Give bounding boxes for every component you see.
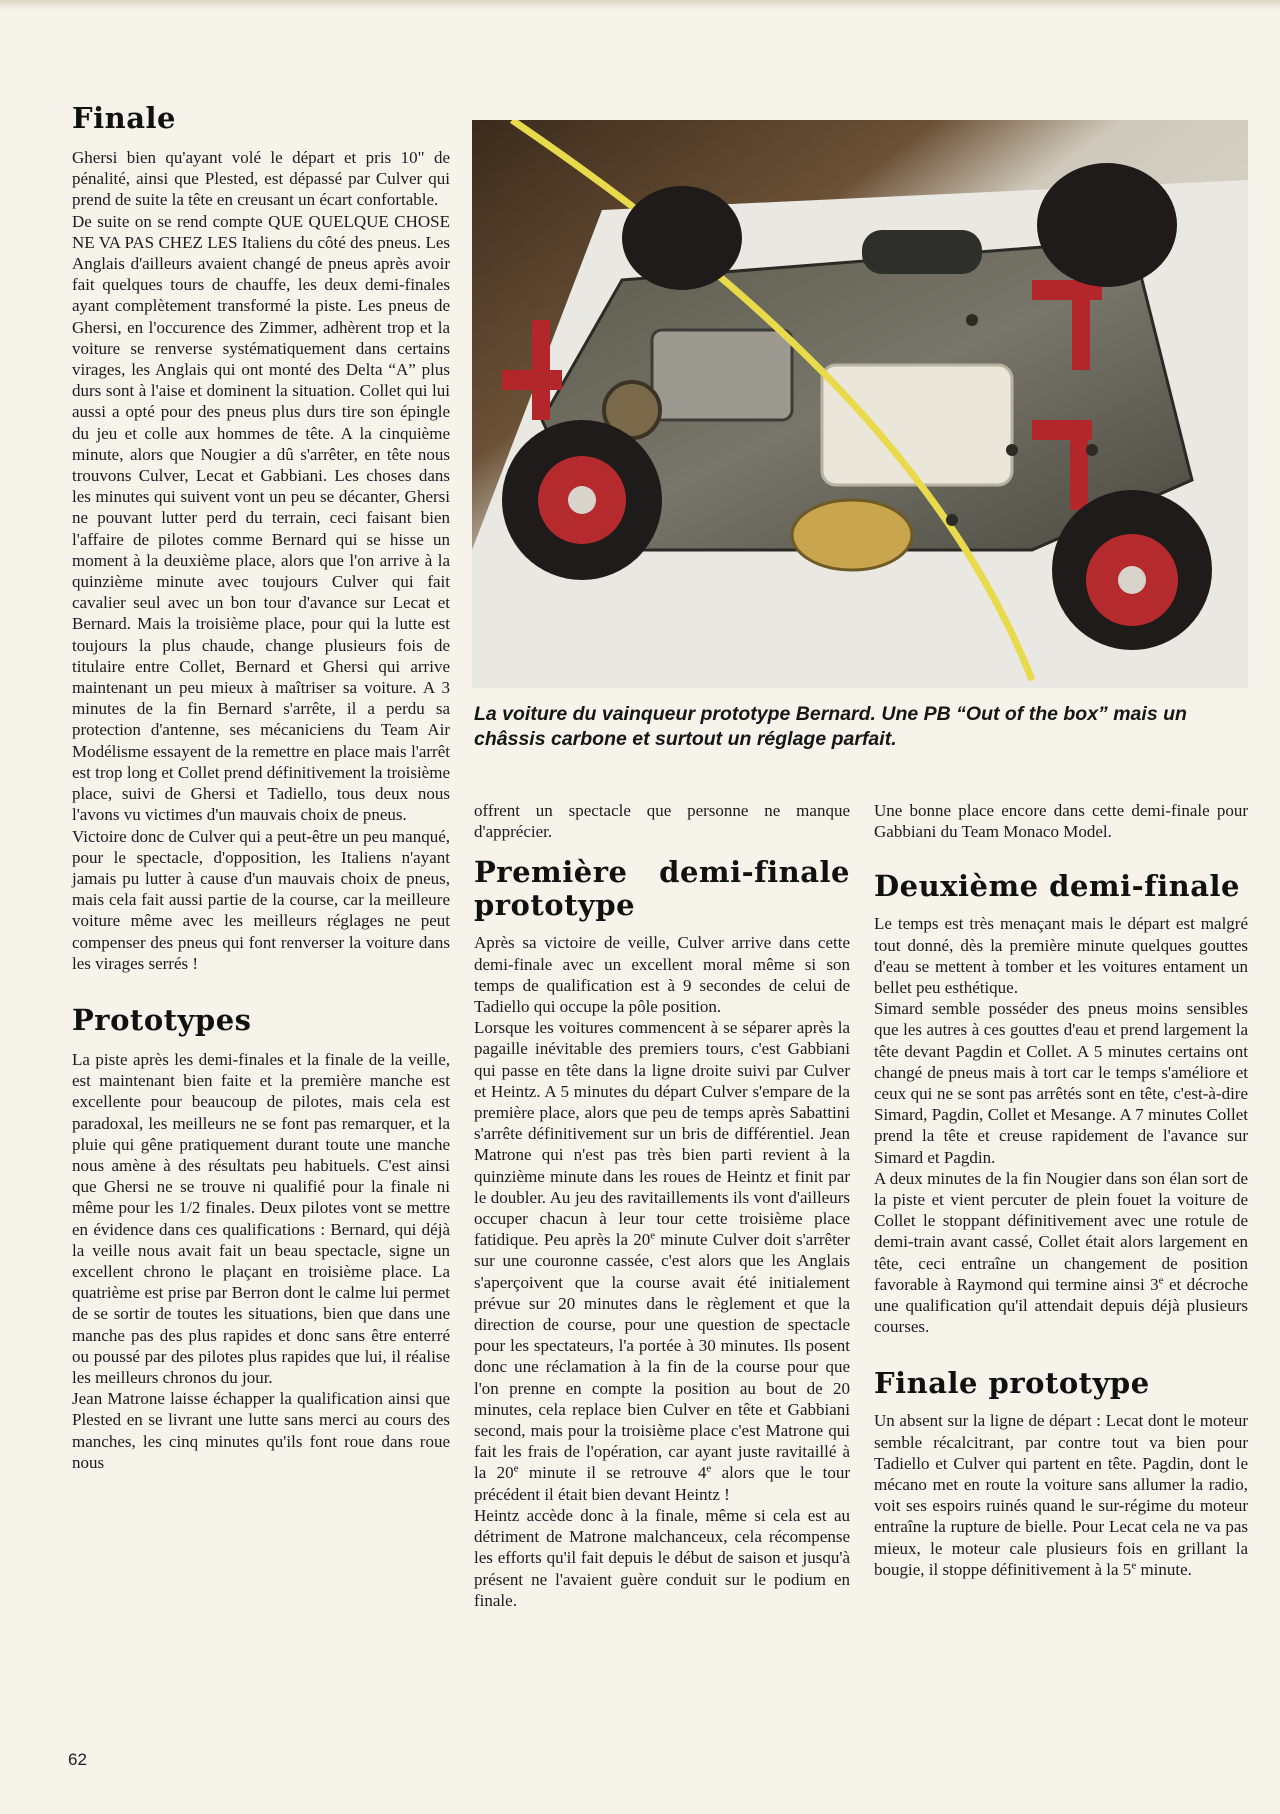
- finale-prototype-paragraph-1: Un absent sur la ligne de départ : Lecat dont le moteur semble récalcitrant, par contre tout va bien pour Tadiello et Culver qui partent en tête. Pagdin, dont le mécano met en route la voiture sans allumer la radio, voit ses espoirs ruinés quand le sur-régime du moteur entraîne la rupture de bielle. Pour Lecat cela ne va pas mieux, le moteur cale plusieurs fois en grillant la bougie, il stoppe définitivement à la 5e minute.: [874, 1411, 1248, 1579]
- page-top-edge: [0, 0, 1280, 10]
- premiere-paragraph-4: Une bonne place encore dans cette demi-finale pour Gabbiani du Team Monaco Model.: [874, 801, 1248, 842]
- premiere-paragraph-1: Après sa victoire de veille, Culver arrive dans cette demi-finale avec un excellent moral même si son temps de qualification est à 9 secondes de celui de Tadiello qui occupe la pôle position.: [474, 933, 850, 1017]
- heading-prototypes: Prototypes: [72, 1002, 252, 1037]
- prototypes-paragraph-2-continued: offrent un spectacle que personne ne manque d'apprécier.: [474, 801, 850, 842]
- page-number: 62: [68, 1750, 87, 1769]
- heading-finale-prototype: Finale prototype: [874, 1366, 1150, 1401]
- premiere-paragraph-2: Lorsque les voitures commencent à se séparer après la pagaille inévitable des premiers tours, c'est Gabbiani qui passe en tête dans la ligne droite suivi par Culver et Heintz. A 5 minutes du départ Culver s'empare de la première place, alors que peu de temps après Sabattini s'arrête définitivement sur un bris de différentiel. Jean Matrone qui n'est pas très bien parti revient à la quinzième minute dans les roues de Heintz et finit par le doubler. Au jeu des ravitaillements ils vont d'ailleurs occuper chacun à leur tour cette troisième place fatidique. Peu après la 20e minute Culver doit s'arrêter sur une couronne cassée, c'est alors que les Anglais s'aperçoivent que la course avait été initialement prévue sur 20 minutes dans le règlement et que la direction de course, pour une question de spectacle pour les spectateurs, l'a portée à 30 minutes. Ils posent donc une réclamation à la fin de la course pour que l'on prenne en compte la position au bout de 20 minutes, cela replace bien Culver en tête et Gabbiani second, mais pour la troisième place c'est Matrone qui fait les frais de l'opération, car ayant juste ravitaillé à la 20e minute il se retrouve 4e alors que le tour précédent il était bien devant Heintz !: [474, 1018, 850, 1504]
- prototypes-paragraph-1: La piste après les demi-finales et la finale de la veille, est maintenant bien faite et la première manche est excellente pour beaucoup de pilotes, mais cela est paradoxal, les meilleurs ne se font pas remarquer, et la pluie qui gêne pratiquement durant toute une manche nous amène à des résultats peu habituels. C'est ainsi que Ghersi ne se trouve ni qualifié pour la finale ni même pour les 1/2 finales. Deux pilotes vont se mettre en évidence dans ces qualifications : Bernard, qui déjà la veille nous avait fait un beau spectacle, signe un excellent chrono le plaçant en troisième place. La quatrième est prise par Berron dont le calme lui permet de se sortir de toutes les situations, bien que dans une manche pas des plus rapides et donc sans être enterré ou poussé par des pilotes plus rapides que lui, il réalise les meilleurs chronos du jour.: [72, 1049, 450, 1387]
- column-left: [72, 102, 450, 1473]
- photo-caption: La voiture du vainqueur prototype Bernard. Une PB “Out of the box” mais un châssis carbone et surtout un réglage parfait.: [474, 703, 1187, 750]
- column-middle: [474, 800, 850, 1611]
- finale-paragraph-2: De suite on se rend compte QUE QUELQUE CHOSE NE VA PAS CHEZ LES Italiens du côté des pneus. Les Anglais d'ailleurs avaient changé de pneus après avoir fait quelques tours de chauffe, les deux demi-finales ayant complètement transformé la piste. Les pneus de Ghersi, en l'occurence des Zimmer, adhèrent trop et la voiture se renverse systématiquement dans certains virages, les Anglais qui ont monté des Delta “A” plus durs sont à l'aise et dominent la situation. Collet qui lui aussi a opté pour des pneus plus durs tire son épingle du jeu et colle aux hommes de tête. A la cinquième minute, alors que Nougier a dû s'arrêter, en tête nous trouvons Culver, Lecat et Gabbiani. Les choses dans les minutes qui suivent vont un peu se décanter, Ghersi ne pouvant lutter perd du terrain, ceci faisant bien l'affaire de pilotes comme Bernard qui se hisse un moment à la deuxième place, alors que l'on arrive à la quinzième minute avec toujours Culver qui fait cavalier seul avec un bon tour d'avance sur Lecat et Bernard. Mais la troisième place, pour qui la lutte est toujours la plus chaude, change plusieurs fois de titulaire entre Collet, Bernard et Ghersi qui arrive maintenant un peu mieux à maîtriser sa voiture. A 3 minutes de la fin Bernard s'arrête, il a perdu sa protection d'antenne, ses mécaniciens du Team Air Modélisme essayent de la remettre en place mais l'arrêt est trop long et Collet prend définitivement la troisième place, suivi de Ghersi et Tadiello, tous deux nous l'avons vu victimes d'un mauvais choix de pneus.: [72, 211, 450, 825]
- prototypes-paragraph-2: Jean Matrone laisse échapper la qualification ainsi que Plested en se livrant une lutte sans merci au cours des manches, les cinq minutes qu'ils font roue dans roue nous: [72, 1389, 450, 1472]
- deuxieme-paragraph-2: Simard semble posséder des pneus moins sensibles que les autres à ces gouttes d'eau et prend largement la tête devant Pagdin et Collet. A 5 minutes certains ont changé de pneus mais à tort car le temps s'améliore et ceux qui ne se sont pas arrêtés sont en tête, c'est-à-dire Simard, Pagdin, Collet et Mesange. A 7 minutes Collet prend la tête et creuse rapidement de l'avance sur Simard et Pagdin.: [874, 999, 1248, 1167]
- heading-finale: Finale: [72, 101, 176, 135]
- premiere-paragraph-3: Heintz accède donc à la finale, même si cela est au détriment de Matrone malchanceux, cela récompense les efforts qu'il fait depuis le début de saison et jusqu'à présent ne l'avaient guère conduit sur le podium en finale.: [474, 1505, 850, 1610]
- deuxieme-paragraph-1: Le temps est très menaçant mais le départ est malgré tout donné, dès la première minute quelques gouttes d'eau se mettent à tomber et les voitures entament un bellet peu esthétique.: [874, 914, 1248, 998]
- finale-paragraph-1: Ghersi bien qu'ayant volé le départ et pris 10" de pénalité, ainsi que Plested, est dépassé par Culver qui prend de suite la tête en creusant un écart confortable.: [72, 148, 450, 210]
- finale-paragraph-3: Victoire donc de Culver qui a peut-être un peu manqué, pour le spectacle, d'opposition, les Italiens n'ayant jamais pu lutter à cause d'un mauvais choix de pneus, mais cela fait aussi partie de la course, car la meilleure voiture même avec les meilleurs réglages ne peut compenser des pneus qui font renverser la voiture dans les virages serrés !: [72, 826, 450, 973]
- column-right: [874, 800, 1248, 1580]
- heading-deuxieme-demi-finale: Deuxième demi-finale: [874, 869, 1240, 904]
- deuxieme-paragraph-3: A deux minutes de la fin Nougier dans son élan sort de la piste et vient percuter de plein fouet la voiture de Collet le stoppant définitivement avec une rotule de demi-train avant cassé, Collet était alors largement en tête, ceci entraîne un changement de position favorable à Raymond qui termine ainsi 3e et décroche une qualification qu'il attendait depuis déjà plusieurs courses.: [874, 1168, 1248, 1337]
- race-car-illustration: [472, 120, 1248, 688]
- heading-premiere-demi-finale: Première demi-finale prototype: [474, 855, 850, 923]
- race-car-photo: [472, 120, 1248, 688]
